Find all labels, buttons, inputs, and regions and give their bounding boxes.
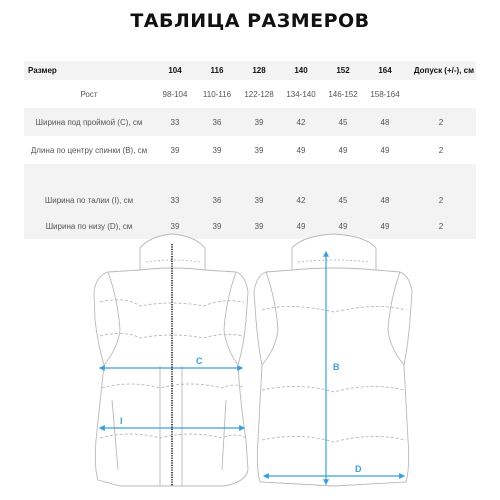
table-row [24, 108, 476, 136]
label-i: I [120, 416, 123, 426]
table-cell: 39 [254, 195, 264, 205]
page-title: ТАБЛИЦА РАЗМЕРОВ [130, 10, 370, 32]
table-cell: 49 [296, 221, 306, 231]
table-cell: Ширина под проймой (С), см [35, 117, 143, 127]
label-c: C [196, 356, 203, 366]
table-cell: 48 [380, 195, 390, 205]
table-cell: 134-140 [286, 89, 316, 99]
table-cell: 158-164 [370, 89, 400, 99]
label-d: D [355, 464, 362, 474]
table-cell: 42 [296, 117, 306, 127]
table-cell: 49 [338, 221, 348, 231]
header-cell: Размер [28, 66, 57, 75]
table-cell: 2 [438, 117, 444, 127]
header-cell: 140 [294, 66, 308, 75]
table-cell: 36 [212, 195, 222, 205]
table-cell: 39 [212, 145, 222, 155]
table-cell: 33 [170, 195, 180, 205]
table-cell: 2 [438, 195, 444, 205]
table-cell: Ширина по талии (I), см [44, 195, 134, 205]
vest-diagram [0, 228, 500, 500]
size-table [24, 61, 476, 239]
table-cell: Ширина по низу (D), см [45, 221, 133, 231]
table-cell: 42 [296, 195, 306, 205]
table-cell: 39 [170, 145, 180, 155]
table-cell: 49 [380, 145, 390, 155]
table-cell: 33 [170, 117, 180, 127]
table-cell: 36 [212, 117, 222, 127]
table-row [24, 136, 476, 164]
label-b: B [333, 362, 340, 372]
header-cell: 164 [378, 66, 392, 75]
table-cell: 110-116 [202, 89, 232, 99]
table-cell: 39 [170, 221, 180, 231]
table-row-empty [24, 164, 476, 187]
header-cell: 128 [252, 66, 266, 75]
table-cell: 49 [338, 145, 348, 155]
table-row [24, 187, 476, 213]
table-cell: 39 [254, 117, 264, 127]
header-cell: Допуск (+/-), см [413, 66, 474, 75]
table-cell: 2 [438, 145, 444, 155]
table-row [24, 80, 476, 108]
table-cell: 39 [254, 221, 264, 231]
table-cell: 98-104 [162, 89, 188, 99]
table-cell: Длина по центру спинки (В), см [30, 145, 148, 155]
table-cell: Рост [80, 89, 98, 99]
table-cell: 45 [338, 117, 348, 127]
header-cell: 104 [168, 66, 182, 75]
table-cell: 122-128 [244, 89, 274, 99]
header-cell: 152 [336, 66, 350, 75]
header-cell: 116 [210, 66, 224, 75]
table-cell: 2 [438, 221, 444, 231]
measurements [100, 252, 404, 484]
table-cell: 48 [380, 117, 390, 127]
table-cell: 146-152 [328, 89, 358, 99]
table-cell: 39 [254, 145, 264, 155]
table-cell: 49 [380, 221, 390, 231]
table-cell: 39 [212, 221, 222, 231]
back-vest [254, 234, 412, 486]
table-cell: 49 [296, 145, 306, 155]
table-cell: 45 [338, 195, 348, 205]
table-header-row [24, 61, 476, 80]
